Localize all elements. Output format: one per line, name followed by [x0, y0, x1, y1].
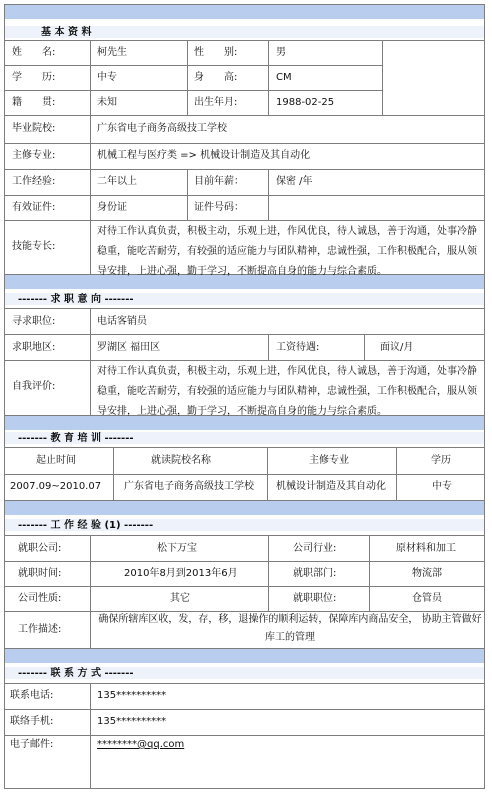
id-label: 有效证件: [12, 202, 56, 213]
school-label: 毕业院校: [12, 123, 56, 134]
work-desc-label: 工作描述: [18, 624, 62, 635]
edu-row-time: 2007.09~2010.07 [10, 481, 102, 492]
location-value: 罗湖区 福田区 [97, 342, 161, 353]
major-value: 机械工程与医疗类 => 机械设计制造及其自动化 [97, 150, 311, 161]
education-label: 学 历: [12, 72, 56, 83]
height-value: CM [276, 72, 292, 83]
edu-header-time: 起止时间 [36, 455, 76, 466]
gender-label: 性 别: [194, 47, 238, 58]
work-time-label: 就职时间: [18, 568, 62, 579]
contact-section-title: ------- 联 系 方 式 ------- [18, 668, 134, 679]
salary-label: 目前年薪： [194, 176, 244, 187]
name-label: 姓 名: [12, 47, 56, 58]
birth-label: 出生年月: [194, 97, 238, 108]
email-link[interactable]: ********@qq.com [97, 739, 185, 750]
edu-header-major: 主修专业 [309, 455, 349, 466]
company-label: 就职公司: [18, 543, 62, 554]
email-label: 电子邮件: [10, 739, 54, 750]
work-desc-value: 确保所辖库区收，发，存，移，退操作的顺利运转，保障库内商品安全， 协助主管做好库工的管理 [98, 614, 482, 643]
self-eval-label: 自我评价: [12, 381, 56, 392]
position-value: 电话客销员 [97, 316, 147, 327]
intent-section-title: ------- 求 职 意 向 ------- [18, 294, 134, 305]
birth-value: 1988-02-25 [276, 97, 335, 108]
basic-section-title: 基 本 资 料 [41, 27, 92, 38]
industry-label: 公司行业: [293, 543, 337, 554]
salary-value: 保密 /年 [276, 176, 313, 187]
work-section-title: ------- 工 作 经 验 (1) ------- [18, 520, 154, 531]
edu-row-school: 广东省电子商务高级技工学校 [124, 481, 254, 492]
edu-row-major: 机械设计制造及其自动化 [276, 481, 386, 492]
company-value: 松下万宝 [157, 543, 197, 554]
mobile-label: 联络手机: [10, 716, 54, 727]
work-time-value: 2010年8月到2013年6月 [124, 568, 238, 579]
experience-value: 二年以上 [97, 176, 137, 187]
top-band [4, 4, 484, 19]
height-label: 身 高: [194, 72, 238, 83]
job-title-value: 仓管员 [412, 593, 442, 604]
hometown-label: 籍 贯: [12, 97, 56, 108]
education-value: 中专 [97, 72, 117, 83]
id-number-label: 证件号码： [194, 202, 244, 213]
mobile-value: 135********** [97, 716, 167, 727]
company-nature-value: 其它 [170, 593, 190, 604]
hometown-value: 未知 [97, 97, 117, 108]
phone-label: 联系电话: [10, 690, 54, 701]
school-value: 广东省电子商务高级技工学校 [97, 123, 227, 134]
edu-header-degree: 学历 [431, 455, 451, 466]
position-label: 寻求职位: [12, 316, 56, 327]
edu-row-degree: 中专 [432, 481, 452, 492]
contact-band [4, 648, 484, 663]
phone-value: 135********** [97, 690, 167, 701]
name-value: 柯先生 [97, 47, 127, 58]
education-section-title: ------- 教 育 培 训 ------- [18, 433, 134, 444]
company-nature-label: 公司性质: [18, 593, 62, 604]
industry-value: 原材料和加工 [396, 543, 456, 554]
job-title-label: 就职职位: [293, 593, 337, 604]
location-label: 求职地区: [12, 342, 56, 353]
self-eval-value: 对待工作认真负责，积极主动，乐观上进，作风优良，待人诚恳，善于沟通，处事冷静稳重，能吃苦耐劳，有较强的适应能力与团队精神，忠诚性强，工作积极配合，服从领导安排，上进心强，勤于学习，不断提高自身的能力与综合素质。 [97, 366, 477, 417]
pay-label: 工资待遇: [276, 342, 320, 353]
experience-label: 工作经验: [12, 176, 56, 187]
id-value: 身份证 [97, 202, 127, 213]
skills-value: 对待工作认真负责，积极主动，乐观上进，作风优良，待人诚恳，善于沟通，处事冷静稳重，能吃苦耐劳，有较强的适应能力与团队精神，忠诚性强，工作积极配合，服从领导安排，上进心强，勤于学习，不断提高自身的能力与综合素质。 [97, 226, 477, 277]
department-value: 物流部 [412, 568, 442, 579]
work-band [4, 500, 484, 515]
skills-label: 技能专长: [12, 241, 56, 252]
edu-header-school: 就读院校名称 [151, 455, 211, 466]
department-label: 就职部门: [293, 568, 337, 579]
pay-value: 面议/月 [380, 342, 414, 353]
major-label: 主修专业: [12, 150, 56, 161]
gender-value: 男 [276, 47, 286, 58]
